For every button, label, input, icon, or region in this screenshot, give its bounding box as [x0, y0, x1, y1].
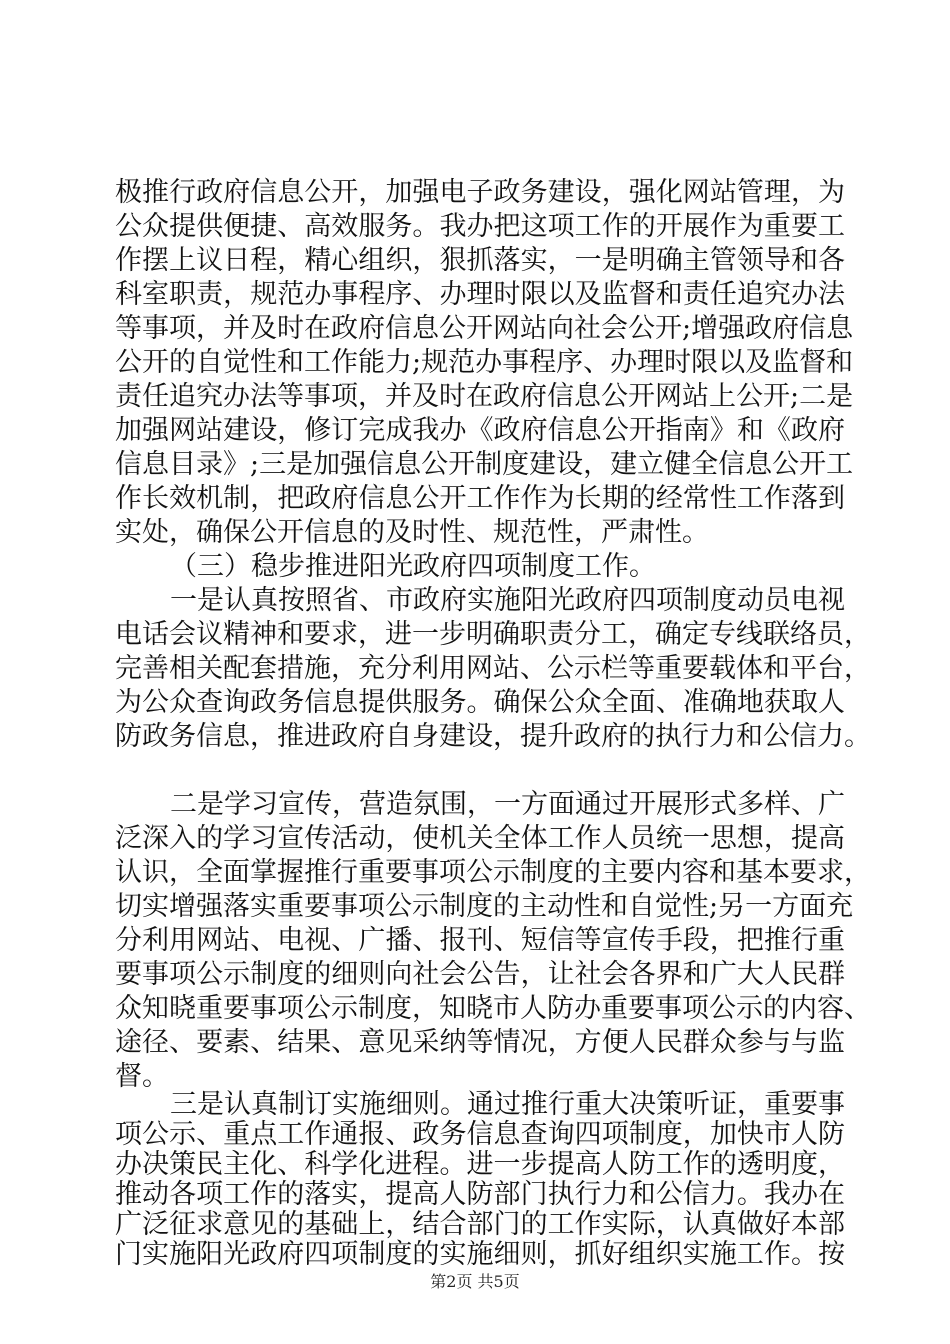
text-line: 加强网站建设，修订完成我办《政府信息公开指南》和《政府	[115, 415, 845, 446]
text-line: 要事项公示制度的细则向社会公告，让社会各界和广大人民群	[115, 959, 845, 990]
text-line: 泛深入的学习宣传活动，使机关全体工作人员统一思想，提高	[115, 823, 845, 854]
text-line: 实处，确保公开信息的及时性、规范性，严肃性。	[115, 517, 709, 548]
text-line: 公众提供便捷、高效服务。我办把这项工作的开展作为重要工	[115, 211, 845, 242]
text-line: 办决策民主化、科学化进程。进一步提高人防工作的透明度，	[115, 1149, 845, 1180]
text-line: 作摆上议日程，精心组织，狠抓落实，一是明确主管领导和各	[115, 245, 845, 276]
text-line: 门实施阳光政府四项制度的实施细则，抓好组织实施工作。按	[115, 1239, 845, 1270]
text-line: 为公众查询政务信息提供服务。确保公众全面、准确地获取人	[115, 687, 845, 718]
paragraph-first-line: 一是认真按照省、市政府实施阳光政府四项制度动员电视	[170, 585, 845, 616]
text-line: 切实增强落实重要事项公示制度的主动性和自觉性;另一方面充	[115, 891, 854, 922]
text-line: 科室职责，规范办事程序、办理时限以及监督和责任追究办法	[115, 279, 845, 310]
text-line: 等事项，并及时在政府信息公开网站向社会公开;增强政府信息	[115, 313, 854, 344]
text-line: 完善相关配套措施，充分利用网站、公示栏等重要载体和平台，	[115, 653, 871, 684]
text-line: 防政务信息，推进政府自身建设，提升政府的执行力和公信力。	[115, 721, 871, 752]
text-line: 电话会议精神和要求，进一步明确职责分工，确定专线联络员，	[115, 619, 871, 650]
text-line: 信息目录》;三是加强信息公开制度建设，建立健全信息公开工	[115, 449, 854, 480]
paragraph-first-line: 三是认真制订实施细则。通过推行重大决策听证，重要事	[170, 1089, 845, 1120]
text-line: 推动各项工作的落实，提高人防部门执行力和公信力。我办在	[115, 1179, 845, 1210]
text-line: 途径、要素、结果、意见采纳等情况，方便人民群众参与与监	[115, 1027, 845, 1058]
text-line: 众知晓重要事项公示制度，知晓市人防办重要事项公示的内容、	[115, 993, 871, 1024]
text-line: 作长效机制，把政府信息公开工作作为长期的经常性工作落到	[115, 483, 845, 514]
text-line: 督。	[115, 1061, 169, 1092]
text-line: 责任追究办法等事项，并及时在政府信息公开网站上公开;二是	[115, 381, 854, 412]
text-line: 认识，全面掌握推行重要事项公示制度的主要内容和基本要求，	[115, 857, 871, 888]
text-line: 极推行政府信息公开，加强电子政务建设，强化网站管理，为	[115, 177, 845, 208]
text-line: 分利用网站、电视、广播、报刊、短信等宣传手段，把推行重	[115, 925, 845, 956]
section-heading: （三）稳步推进阳光政府四项制度工作。	[170, 551, 656, 582]
paragraph-first-line: 二是学习宣传，营造氛围，一方面通过开展形式多样、广	[170, 789, 845, 820]
page-footer: 第2页 共5页	[430, 1272, 520, 1291]
text-line: 公开的自觉性和工作能力;规范办事程序、办理时限以及监督和	[115, 347, 854, 378]
text-line: 广泛征求意见的基础上，结合部门的工作实际，认真做好本部	[115, 1209, 845, 1240]
text-line: 项公示、重点工作通报、政务信息查询四项制度，加快市人防	[115, 1119, 845, 1150]
